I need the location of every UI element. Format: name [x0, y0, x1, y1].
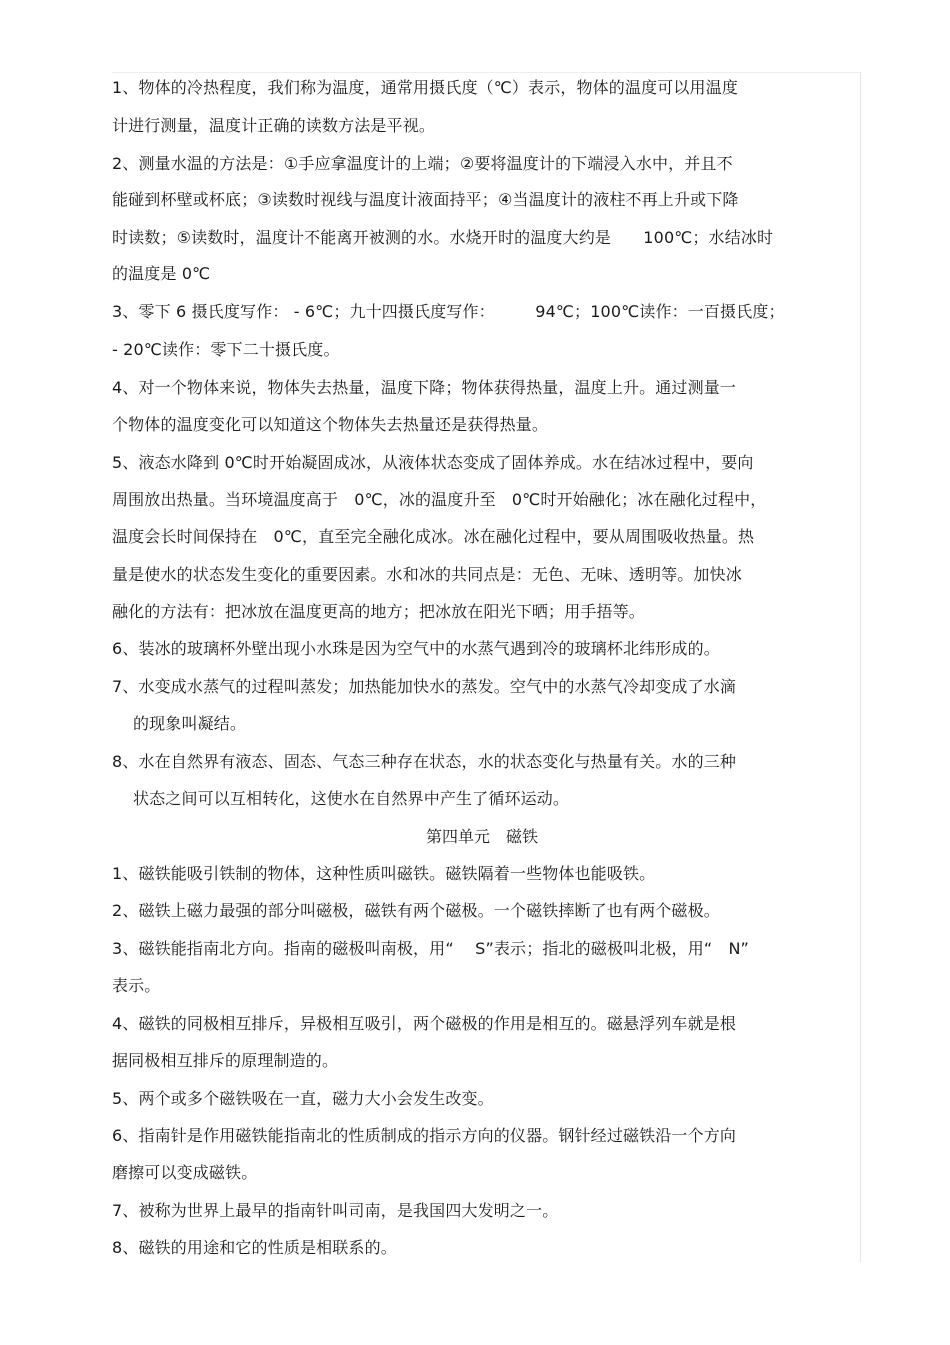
text-line: 7、水变成水蒸气的过程叫蒸发；加热能加快水的蒸发。空气中的水蒸气冷却变成了水滴: [112, 677, 737, 696]
text-line: 时读数；⑤读数时，温度计不能离开被测的水。水烧开时的温度大约是 100℃；水结冰时: [112, 228, 774, 247]
page-border-right: [860, 72, 861, 1262]
text-line: 的温度是 0℃: [112, 264, 211, 283]
text-line: 7、被称为世界上最早的指南针叫司南，是我国四大发明之一。: [112, 1201, 559, 1220]
text-line: 5、两个或多个磁铁吸在一直，磁力大小会发生改变。: [112, 1089, 494, 1108]
text-line: 温度会长时间保持在 0℃，直至完全融化成冰。冰在融化过程中，要从周围吸收热量。热: [112, 527, 755, 546]
text-line: 4、对一个物体来说，物体失去热量，温度下降；物体获得热量，温度上升。通过测量一: [112, 378, 737, 397]
text-line: 8、水在自然界有液态、固态、气态三种存在状态，水的状态变化与热量有关。水的三种: [112, 752, 737, 771]
text-line: 2、测量水温的方法是：①手应拿温度计的上端；②要将温度计的下端浸入水中，并且不: [112, 154, 733, 173]
text-line: 能碰到杯壁或杯底；③读数时视线与温度计液面持平；④当温度计的液柱不再上升或下降: [112, 190, 739, 209]
text-line: 3、磁铁能指南北方向。指南的磁极叫南极，用“ S”表示；指北的磁极叫北极，用“ N”: [112, 939, 749, 958]
text-line: 8、磁铁的用途和它的性质是相联系的。: [112, 1238, 397, 1257]
text-line: 6、指南针是作用磁铁能指南北的性质制成的指示方向的仪器。钢针经过磁铁沿一个方向: [112, 1126, 737, 1145]
text-line: 表示。: [112, 976, 161, 995]
text-line: 6、装冰的玻璃杯外壁出现小水珠是因为空气中的水蒸气遇到冷的玻璃杯北纬形成的。: [112, 639, 720, 658]
text-line: - 20℃读作：零下二十摄氏度。: [112, 340, 340, 359]
text-line: 磨擦可以变成磁铁。: [112, 1163, 258, 1182]
text-line: 的现象叫凝结。: [133, 714, 247, 733]
text-line: 融化的方法有：把冰放在温度更高的地方；把冰放在阳光下晒；用手捂等。: [112, 602, 645, 621]
text-line: 个物体的温度变化可以知道这个物体失去热量还是获得热量。: [112, 415, 549, 434]
text-line: 4、磁铁的同极相互排斥，异极相互吸引，两个磁极的作用是相互的。磁悬浮列车就是根: [112, 1014, 737, 1033]
text-line: 1、磁铁能吸引铁制的物体，这种性质叫磁铁。磁铁隔着一些物体也能吸铁。: [112, 864, 656, 883]
text-line: 据同极相互排斥的原理制造的。: [112, 1051, 339, 1070]
text-line: 3、零下 6 摄氏度写作： - 6℃；九十四摄氏度写作： 94℃；100℃读作：一百摄氏度；: [112, 302, 785, 321]
text-line: 周围放出热量。当环境温度高于 0℃，冰的温度升至 0℃时开始融化；冰在融化过程中，: [112, 490, 767, 509]
text-line: 计进行测量，温度计正确的读数方法是平视。: [112, 116, 436, 135]
text-line: 2、磁铁上磁力最强的部分叫磁极，磁铁有两个磁极。一个磁铁摔断了也有两个磁极。: [112, 901, 720, 920]
text-line: 5、液态水降到 0℃时开始凝固成冰，从液体状态变成了固体养成。水在结冰过程中，要向: [112, 453, 754, 472]
section-title: 第四单元 磁铁: [426, 827, 539, 846]
text-line: 1、物体的冷热程度，我们称为温度，通常用摄氏度（℃）表示，物体的温度可以用温度: [112, 78, 738, 97]
text-line: 状态之间可以互相转化，这使水在自然界中产生了循环运动。: [133, 789, 570, 808]
page-border-top: [112, 72, 860, 73]
text-line: 量是使水的状态发生变化的重要因素。水和冰的共同点是：无色、无味、透明等。加快冰: [112, 565, 742, 584]
